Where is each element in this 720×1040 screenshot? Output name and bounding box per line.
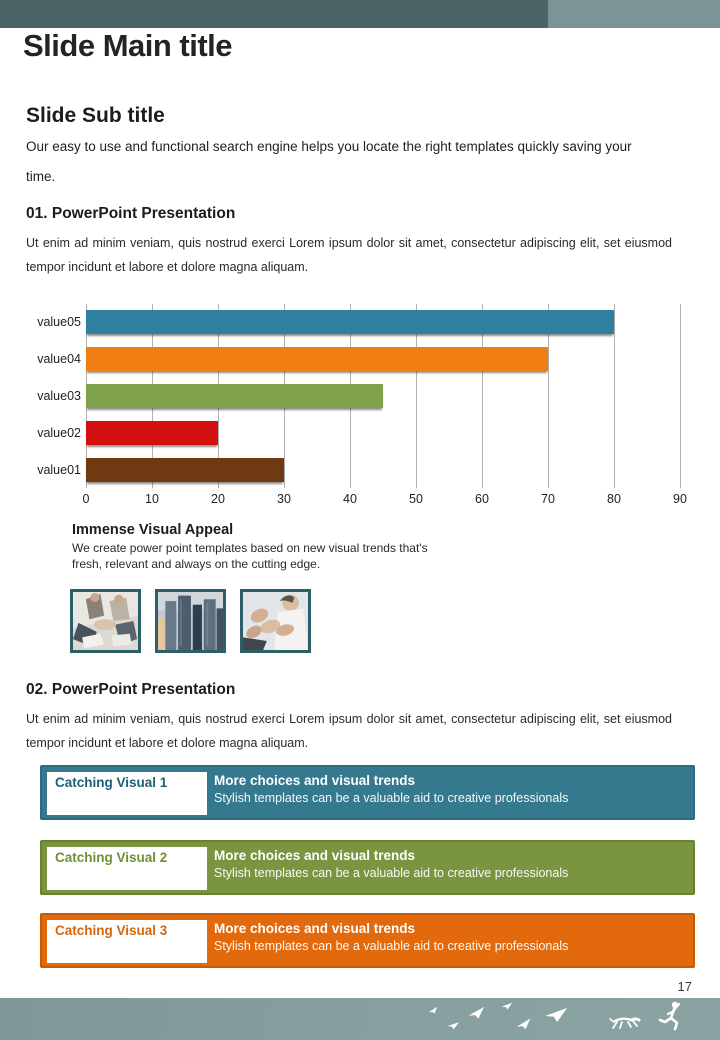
section1-body: Ut enim ad minim veniam, quis nostrud exerci Lorem ipsum dolor sit amet, consectetur adipiscing elit, set eiusmod tempor incidunt et labore et dolore magna aliquam. xyxy=(26,236,672,275)
page-number: 17 xyxy=(677,979,692,994)
header-bar xyxy=(0,0,720,28)
section2-body: Ut enim ad minim veniam, quis nostrud exerci Lorem ipsum dolor sit amet, consectetur adipiscing elit, set eiusmod tempor incidunt et labore et dolore magna aliquam. xyxy=(26,712,672,751)
banner-title: More choices and visual trends xyxy=(214,921,416,936)
banner-label-box xyxy=(47,772,207,815)
paper-plane-icon xyxy=(447,1021,459,1030)
paper-plane-icon xyxy=(468,1007,485,1019)
chart-bar-row xyxy=(0,347,720,371)
chart-category-label: value05 xyxy=(37,315,81,329)
chart-x-axis xyxy=(82,492,687,512)
paper-plane-icon xyxy=(428,1007,438,1015)
chart-x-tick: 30 xyxy=(277,492,291,506)
chart-category-label: value01 xyxy=(37,463,81,477)
visual-appeal-heading: Immense Visual Appeal xyxy=(72,522,234,538)
business-meeting-photo xyxy=(70,589,141,653)
catching-visual-banner-1 xyxy=(40,765,695,820)
chart-x-tick: 80 xyxy=(607,492,621,506)
chart-x-tick: 0 xyxy=(82,492,90,506)
banner-text xyxy=(214,773,683,805)
bar-chart xyxy=(0,300,720,515)
banner-text xyxy=(214,921,683,953)
applause-photo xyxy=(240,589,311,653)
paper-plane-icon xyxy=(545,1006,567,1023)
banner-label: Catching Visual 1 xyxy=(55,775,168,790)
footer-bar xyxy=(0,998,720,1040)
slide-sub-title: Slide Sub title xyxy=(26,104,165,127)
catching-visual-banner-2 xyxy=(40,840,695,895)
paper-plane-icon xyxy=(516,1018,531,1030)
banner-label: Catching Visual 3 xyxy=(55,923,168,938)
chart-x-tick: 70 xyxy=(541,492,555,506)
banner-subtitle: Stylish templates can be a valuable aid to creative professionals xyxy=(214,791,569,805)
banner-text xyxy=(214,848,683,880)
chart-bar-row xyxy=(0,384,720,408)
chart-category-label: value03 xyxy=(37,389,81,403)
banner-label-box xyxy=(47,847,207,890)
chart-x-tick: 10 xyxy=(145,492,159,506)
chart-bar xyxy=(86,384,383,408)
section2-heading: 02. PowerPoint Presentation xyxy=(26,681,236,698)
banner-title: More choices and visual trends xyxy=(214,773,416,788)
banner-subtitle: Stylish templates can be a valuable aid to creative professionals xyxy=(214,866,569,880)
chart-x-tick: 90 xyxy=(673,492,687,506)
chart-bar xyxy=(86,458,284,482)
chart-bar-row xyxy=(0,421,720,445)
chart-bar xyxy=(86,310,614,334)
paper-plane-icon xyxy=(501,1002,512,1010)
banner-label-box xyxy=(47,920,207,963)
chart-category-label: value02 xyxy=(37,426,81,440)
banner-subtitle: Stylish templates can be a valuable aid to creative professionals xyxy=(214,939,569,953)
catching-visual-banner-3 xyxy=(40,913,695,968)
footer-icons xyxy=(410,998,710,1040)
chart-bar-row xyxy=(0,310,720,334)
section1-heading: 01. PowerPoint Presentation xyxy=(26,205,236,222)
visual-appeal-description: We create power point templates based on new visual trends that's fresh, relevant and always on the cutting edge. xyxy=(72,541,428,572)
running-dog-icon xyxy=(610,1019,639,1028)
header-bar-accent xyxy=(548,0,720,28)
running-person-icon xyxy=(660,1002,679,1029)
chart-x-tick: 40 xyxy=(343,492,357,506)
chart-bar xyxy=(86,347,548,371)
chart-x-tick: 50 xyxy=(409,492,423,506)
chart-x-tick: 20 xyxy=(211,492,225,506)
banner-title: More choices and visual trends xyxy=(214,848,416,863)
chart-x-tick: 60 xyxy=(475,492,489,506)
banner-label: Catching Visual 2 xyxy=(55,850,168,865)
photo-thumbnails xyxy=(70,589,311,653)
chart-bar-row xyxy=(0,458,720,482)
intro-paragraph: Our easy to use and functional search engine helps you locate the right templates quickly saving your time. xyxy=(26,139,632,184)
chart-bar xyxy=(86,421,218,445)
city-skyline-photo xyxy=(155,589,226,653)
slide-main-title: Slide Main title xyxy=(23,28,233,63)
chart-category-label: value04 xyxy=(37,352,81,366)
